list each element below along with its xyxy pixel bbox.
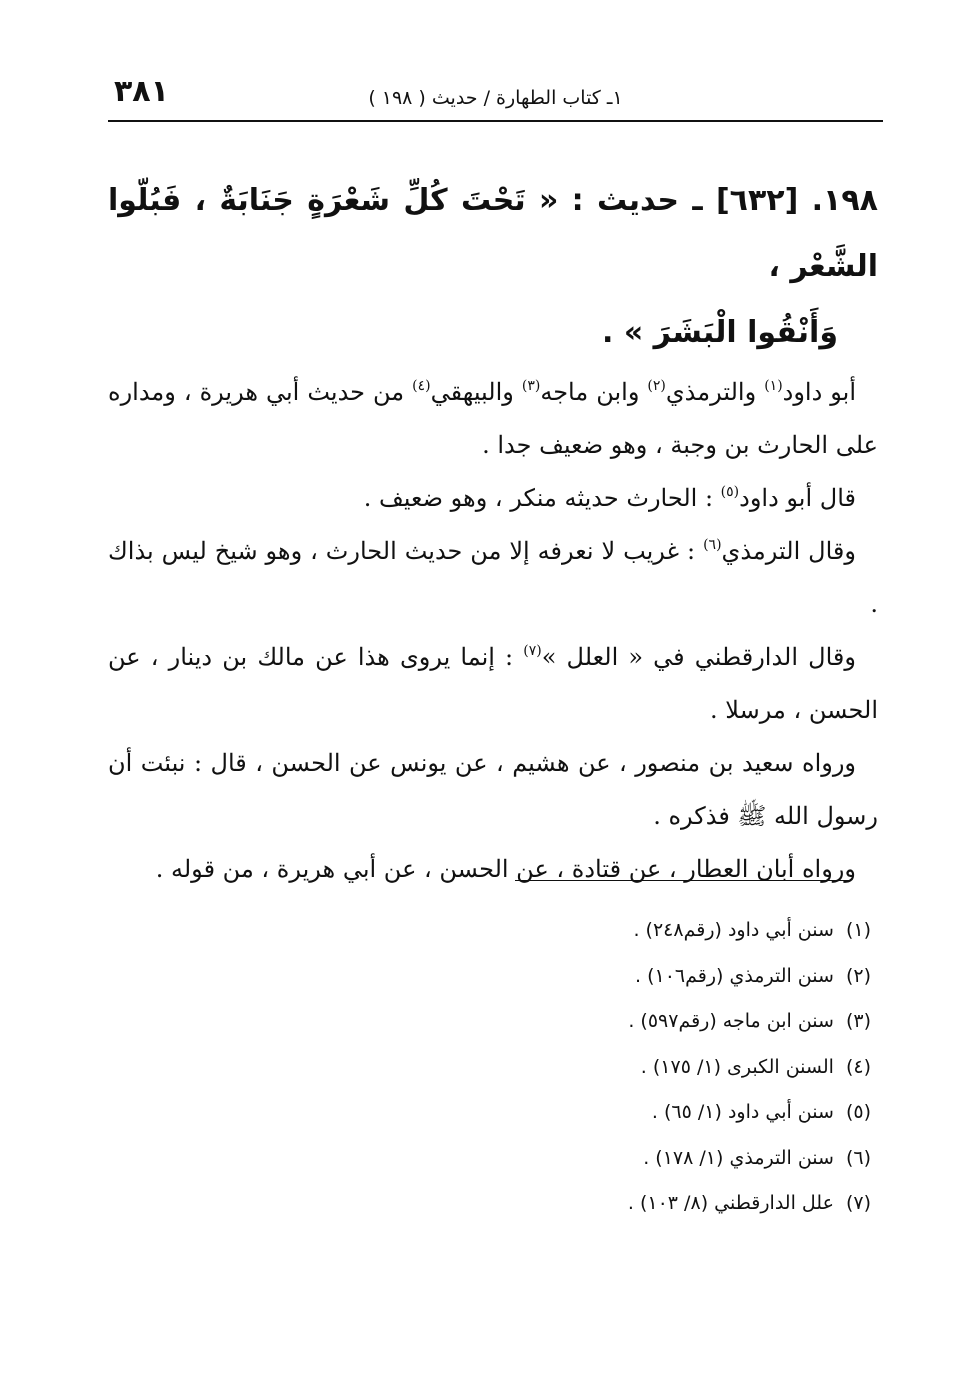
- text-run: : إنما يروى هذا عن مالك بن دينار ، عن الحسن ، مرسلا .: [108, 643, 878, 724]
- hadith-heading-line2: وَأَنْقُوا الْبَشَرَ » .: [602, 315, 838, 350]
- text-run: وقال الدارقطني في « العلل »: [541, 643, 856, 671]
- page-number: ٣٨١: [114, 74, 169, 109]
- footnote-item: [451, 1090, 871, 1136]
- text-run: : الحارث حديثه منكر ، وهو ضعيف .: [363, 484, 721, 512]
- hadith-heading-line1: ١٩٨. [٦٣٢] ـ حديث : « تَحْتَ كُلِّ شَعْرَةٍ جَنَابَةٌ ، فَبُلّوا الشَّعْر ،: [108, 183, 878, 284]
- footnote-text: سنن أبي داود (١/ ٦٥) .: [651, 1101, 834, 1123]
- footnote-ref: (٣): [521, 378, 541, 394]
- paragraph-said: ورواه سعيد بن منصور ، عن هشيم ، عن يونس عن الحسن ، قال : نبئت أن رسول الله ﷺ فذكره .: [108, 749, 878, 830]
- footnote-text: السنن الكبرى (١/ ١٧٥) .: [640, 1055, 834, 1078]
- footnote-text: سنن الترمذي (١/ ١٧٨) .: [643, 1146, 834, 1169]
- text-run: وابن ماجه: [540, 378, 648, 406]
- footnote-text: علل الدارقطني (٨/ ١٠٣) .: [627, 1192, 834, 1214]
- footnote-item: [451, 1136, 871, 1182]
- footnote-number: (٣): [845, 1010, 871, 1032]
- footnote-number: (٦): [845, 1146, 871, 1169]
- footnote-number: (٢): [845, 964, 871, 987]
- paragraph-abu-dawud: [108, 472, 878, 525]
- text-run: والبيهقي: [430, 378, 522, 406]
- footnote-number: (٥): [845, 1101, 871, 1123]
- paragraph-sources: [108, 366, 878, 472]
- footnote-text: سنن ابن ماجه (رقم٥٩٧) .: [628, 1010, 834, 1032]
- text-run: : غريب لا نعرفه إلا من حديث الحارث ، وهو شيخ ليس بذاك .: [108, 537, 878, 618]
- footnote-text: سنن الترمذي (رقم١٠٦) .: [634, 964, 834, 987]
- text-run: والترمذي: [665, 378, 765, 406]
- footnotes-list: [451, 908, 871, 1227]
- text-run: أبو داود: [782, 378, 857, 406]
- footnote-item: [451, 908, 871, 954]
- footnote-number: (٧): [845, 1192, 871, 1214]
- footnote-number: (٤): [845, 1055, 871, 1078]
- paragraph-daraqutni: [108, 631, 878, 737]
- footnote-ref: (٢): [647, 378, 666, 394]
- footnote-number: (١): [845, 919, 871, 941]
- footnote-item: [451, 1045, 871, 1091]
- paragraph-tirmidhi: [108, 525, 878, 631]
- hadith-heading: [108, 168, 878, 366]
- footnote-text: سنن أبي داود (رقم٢٤٨) .: [633, 919, 834, 941]
- footnote-item: [451, 1181, 871, 1227]
- running-title: ١ـ كتاب الطهارة / حديث ( ١٩٨ ): [368, 87, 623, 109]
- footnote-ref: (٥): [720, 484, 740, 500]
- paragraph-aban: ورواه أبان العطار ، عن قتادة ، عن الحسن ، عن أبي هريرة ، من قوله .: [155, 855, 856, 883]
- footnote-divider: [515, 880, 850, 881]
- page-header: [108, 72, 883, 122]
- footnote-ref: (١): [764, 378, 783, 394]
- footnote-item: [451, 999, 871, 1045]
- footnote-item: [451, 954, 871, 1000]
- text-run: من حديث أبي هريرة ، ومداره على الحارث بن وجبة ، وهو ضعيف جدا .: [108, 378, 878, 459]
- footnote-ref: (٦): [703, 537, 722, 553]
- footnote-ref: (٤): [412, 378, 431, 394]
- text-run: وقال الترمذي: [721, 537, 856, 565]
- footnote-ref: (٧): [523, 643, 542, 659]
- main-text: [108, 168, 878, 896]
- text-run: قال أبو داود: [739, 484, 856, 512]
